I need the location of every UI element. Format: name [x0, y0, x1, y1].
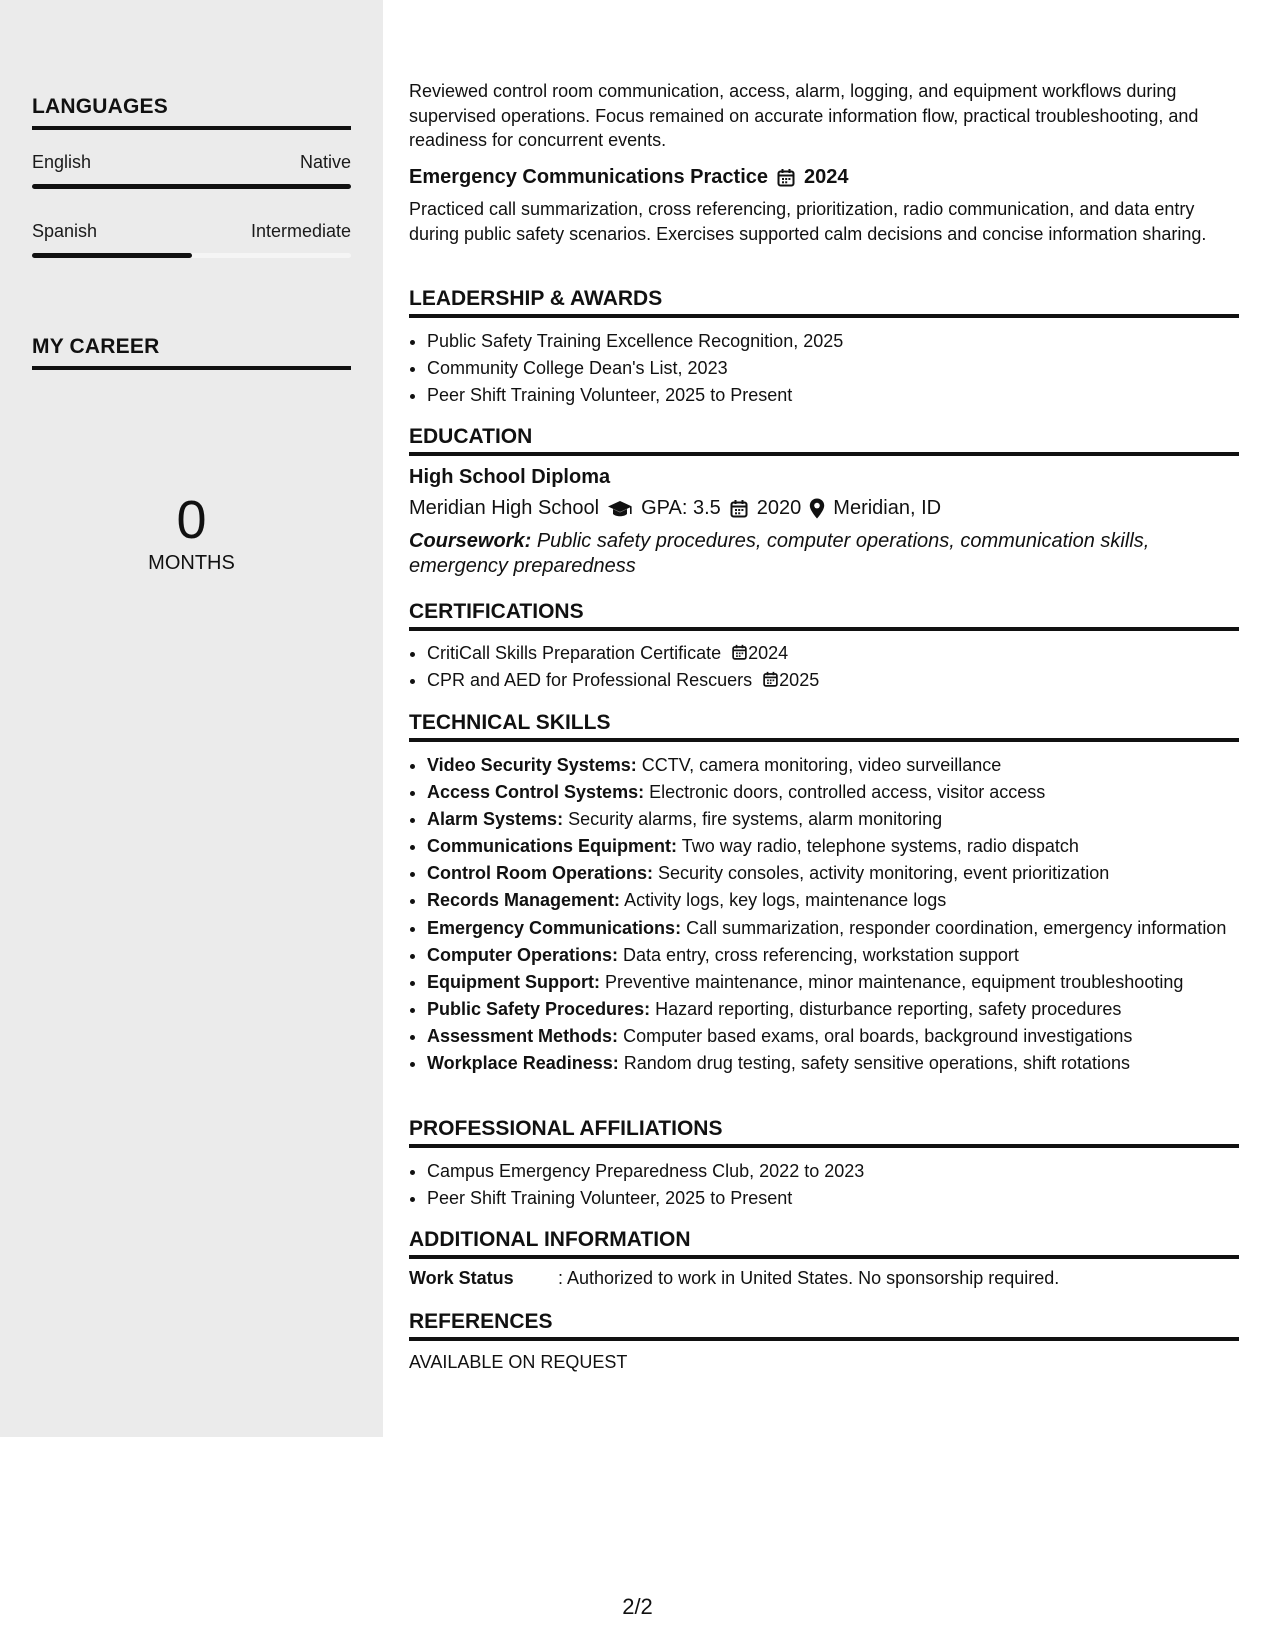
language-proficiency-bar [32, 253, 351, 258]
skill-text: Preventive maintenance, minor maintenance, equipment troubleshooting [605, 971, 1184, 992]
list-item: • Campus Emergency Preparedness Club, 2022 to 2023 [427, 1158, 1257, 1185]
skill-label: Computer Operations: [427, 944, 619, 965]
language-name: English [32, 152, 92, 172]
career-counter [32, 492, 351, 575]
graduation-cap-icon [607, 499, 633, 519]
language-level: Native [299, 152, 351, 172]
education-degree [409, 466, 1239, 489]
coursework-text: Public safety procedures, computer operations, communication skills, emergency preparedness [409, 530, 1150, 577]
coursework [409, 529, 1239, 579]
calendar-icon [762, 671, 779, 688]
gpa: GPA: 3.5 [641, 497, 721, 519]
languages-heading: LANGUAGES [32, 95, 351, 130]
degree-title: High School Diploma [409, 466, 611, 488]
list-item: • Peer Shift Training Volunteer, 2025 to Present [427, 1185, 1257, 1212]
skill-label: Access Control Systems: [427, 782, 645, 803]
language-proficiency-bar [32, 184, 351, 189]
technical-skills-heading: TECHNICAL SKILLS [409, 711, 1239, 742]
skill-label: Control Room Operations: [427, 863, 653, 884]
list-item: • Peer Shift Training Volunteer, 2025 to Present [427, 382, 1257, 409]
calendar-icon [731, 644, 748, 661]
education-details [409, 497, 1239, 520]
certifications-heading: CERTIFICATIONS [409, 600, 1239, 631]
skill-text: Call summarization, responder coordination, emergency information [686, 917, 1227, 938]
skill-item [427, 753, 1257, 778]
skill-item [427, 943, 1257, 968]
skill-item [427, 970, 1257, 995]
language-item-english [32, 152, 351, 189]
practice-description: Practiced call summarization, cross referencing, prioritization, radio communication, and data entry during public safety scenarios. Exercises supported calm decisions and concise information sharing. [409, 199, 1207, 244]
coursework-label: Coursework: [409, 530, 532, 552]
skill-text: CCTV, camera monitoring, video surveillance [641, 755, 1002, 775]
skill-item [427, 1024, 1257, 1049]
practice-entry [409, 166, 1239, 189]
list-item: • Public Safety Training Excellence Recognition, 2025 [427, 328, 1257, 355]
school-name: Meridian High School [409, 497, 600, 519]
skill-item [427, 861, 1257, 886]
practice-year: 2024 [804, 166, 849, 188]
page-number: 2/2 [622, 1594, 653, 1619]
career-value: 0 [176, 490, 207, 550]
leadership-heading: LEADERSHIP & AWARDS [409, 287, 1239, 318]
work-status-row [409, 1268, 1239, 1289]
sidebar [0, 0, 383, 1437]
references-heading: REFERENCES [409, 1310, 1239, 1341]
skill-item [427, 834, 1257, 859]
skill-label: Assessment Methods: [427, 1025, 619, 1046]
skill-text: Data entry, cross referencing, workstation support [623, 944, 1019, 965]
language-name: Spanish [32, 221, 98, 241]
language-proficiency-fill [32, 253, 192, 258]
affiliations-heading: PROFESSIONAL AFFILIATIONS [409, 1117, 1239, 1148]
language-item-spanish [32, 221, 351, 258]
language-level: Intermediate [250, 221, 351, 241]
list-item [427, 640, 1257, 667]
additional-info-heading: ADDITIONAL INFORMATION [409, 1228, 1239, 1259]
skill-label: Alarm Systems: [427, 809, 564, 830]
technical-skills-list [409, 753, 1257, 1078]
skill-item [427, 888, 1257, 913]
skill-text: Activity logs, key logs, maintenance logs [624, 890, 947, 911]
language-proficiency-fill [32, 184, 351, 189]
certification-year: 2024 [748, 643, 789, 663]
list-item: • Community College Dean's List, 2023 [427, 355, 1257, 382]
skill-text: Electronic doors, controlled access, visitor access [649, 782, 1046, 803]
skill-label: Video Security Systems: [427, 755, 637, 775]
skill-text: Two way radio, telephone systems, radio dispatch [681, 836, 1079, 857]
skill-label: Workplace Readiness: [427, 1053, 619, 1074]
graduation-year: 2020 [756, 497, 802, 519]
career-unit: MONTHS [148, 552, 235, 574]
references-text: AVAILABLE ON REQUEST [409, 1352, 628, 1372]
skill-text: Security alarms, fire systems, alarm monitoring [568, 809, 943, 830]
location-pin-icon [809, 498, 825, 519]
career-heading: MY CAREER [32, 335, 351, 370]
skill-label: Records Management: [427, 890, 621, 911]
list-item [427, 667, 1257, 694]
leadership-list [409, 328, 1257, 409]
skill-label: Equipment Support: [427, 971, 600, 992]
work-status-value: : Authorized to work in United States. No sponsorship required. [558, 1268, 1060, 1288]
skill-item [427, 780, 1257, 805]
school-location: Meridian, ID [833, 497, 942, 519]
skill-item [427, 1051, 1257, 1076]
education-heading: EDUCATION [409, 425, 1239, 456]
calendar-icon [729, 499, 749, 519]
skill-label: Public Safety Procedures: [427, 998, 651, 1019]
certification-name: CritiCall Skills Preparation Certificate [427, 643, 722, 663]
skill-text: Security consoles, activity monitoring, event prioritization [658, 863, 1110, 884]
practice-title: Emergency Communications Practice [409, 166, 769, 188]
skill-item [427, 916, 1257, 941]
skill-text: Computer based exams, oral boards, background investigations [623, 1025, 1133, 1046]
skill-item [427, 997, 1257, 1022]
certification-year: 2025 [779, 670, 820, 690]
intro-paragraph: Reviewed control room communication, access, alarm, logging, and equipment workflows during supervised operations. Focus remained on accurate information flow, practical troubleshooting, and readiness for concurrent events. [409, 81, 1199, 150]
work-status-label: Work Status [409, 1268, 514, 1288]
skill-text: Hazard reporting, disturbance reporting, safety procedures [655, 998, 1122, 1019]
skill-item [427, 807, 1257, 832]
certification-name: CPR and AED for Professional Rescuers [427, 670, 753, 690]
certifications-list [409, 640, 1257, 694]
affiliations-list [409, 1158, 1257, 1212]
skill-label: Communications Equipment: [427, 836, 678, 857]
skill-text: Random drug testing, safety sensitive operations, shift rotations [623, 1053, 1131, 1074]
skill-label: Emergency Communications: [427, 917, 682, 938]
calendar-icon [776, 168, 796, 188]
